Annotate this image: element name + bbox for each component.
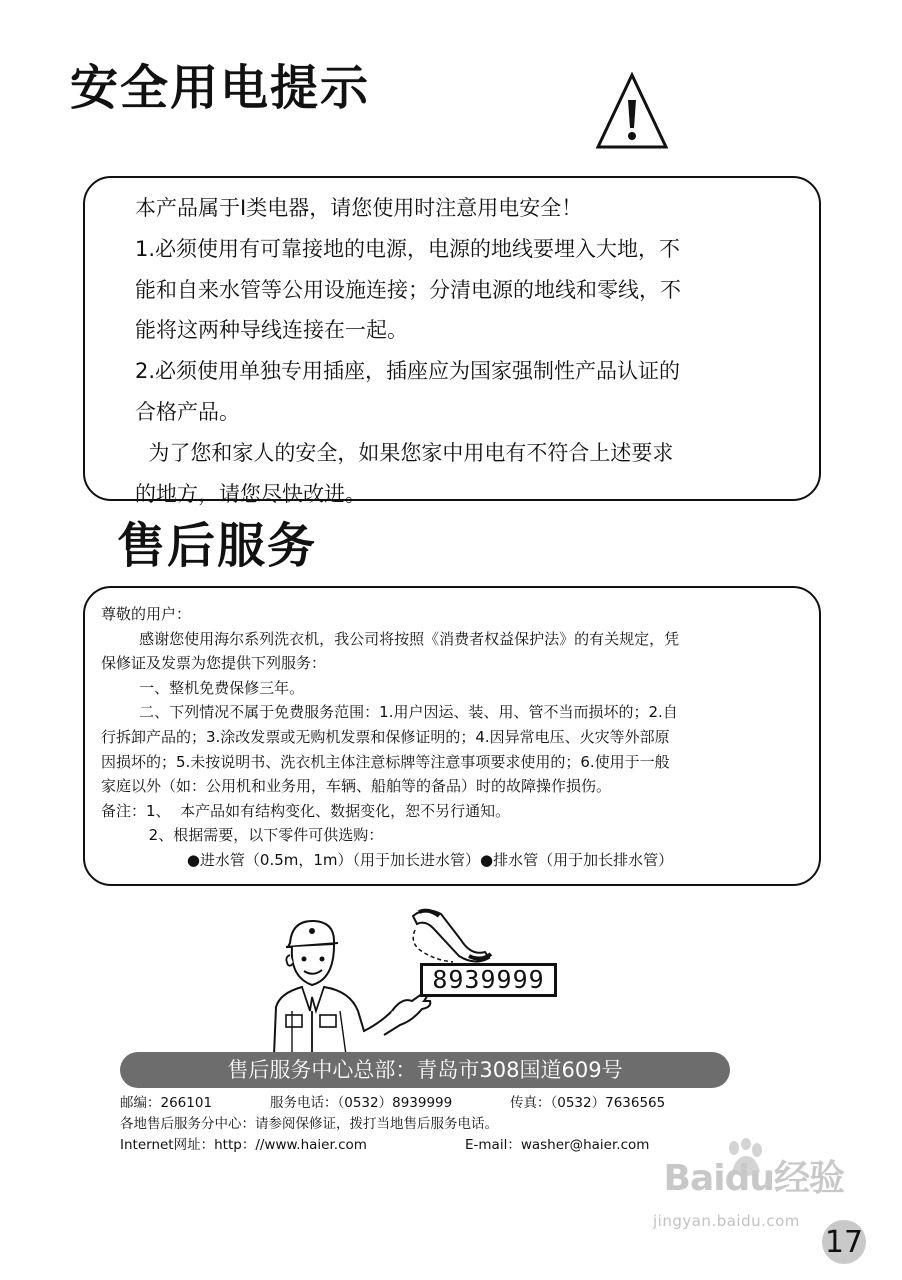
service-line: 家庭以外（如：公用机和业务用，车辆、船舶等的备品）时的故障操作损伤。 (101, 777, 612, 796)
safety-line: 合格产品。 (135, 399, 240, 424)
service-phone[interactable]: 服务电话：（0532）8939999 (270, 1095, 453, 1111)
fax-number: 传真：（0532）7636565 (510, 1095, 666, 1111)
safety-line: 为了您和家人的安全，如果您家中用电有不符合上述要求 (135, 440, 674, 465)
service-line: 因损坏的；5.未按说明书、洗衣机主体注意标牌等注意事项要求使用的；6.使用于一般 (101, 752, 670, 771)
safety-title: 安全用电提示 (70, 60, 371, 116)
safety-line: 能和自来水管等公用设施连接；分清电源的地线和零线，不 (135, 277, 681, 302)
safety-line: 的地方，请您尽快改进。 (135, 481, 366, 506)
page-number: 17 (822, 1220, 866, 1264)
telephone-icon (405, 906, 495, 964)
service-info-text (101, 602, 679, 873)
service-hq-banner: 售后服务中心总部：青岛市308国道609号 (120, 1052, 730, 1088)
warning-icon (595, 72, 669, 150)
watermark-url: jingyan.baidu.com (653, 1212, 800, 1230)
service-line: 一、整机免费保修三年。 (101, 678, 305, 697)
service-line: 二、下列情况不属于免费服务范围：1.用户因运、装、用、管不当而损坏的；2.自 (101, 703, 678, 722)
safety-notice-box (83, 176, 821, 506)
safety-line: 能将这两种导线连接在一起。 (135, 318, 408, 343)
safety-line: 2.必须使用单独专用插座，插座应为国家强制性产品认证的 (135, 359, 681, 384)
service-line: 感谢您使用海尔系列洗衣机，我公司将按照《消费者权益保护法》的有关规定，凭 (101, 629, 680, 648)
service-line: 备注：1、 本产品如有结构变化、数据变化，恕不另行通知。 (101, 801, 511, 820)
branch-note: 各地售后服务分中心：请参阅保修证，拨打当地售后服务电话。 (120, 1116, 498, 1132)
postal-code: 邮编：266101 (120, 1095, 213, 1111)
safety-line: 1.必须使用有可靠接地的电源，电源的地线要埋入大地，不 (135, 236, 681, 261)
service-info-box (83, 586, 821, 886)
phone-number-display: 8939999 (420, 963, 557, 997)
safety-line: 本产品属于I类电器，请您使用时注意用电安全！ (135, 196, 583, 220)
service-title: 售后服务 (117, 518, 318, 574)
service-line: 2、根据需要，以下零件可供选购： (101, 826, 384, 845)
website-link[interactable]: Internet网址：http：//www.haier.com (120, 1137, 367, 1153)
contact-info (120, 1093, 760, 1156)
email-link[interactable]: E-mail：washer@haier.com (465, 1137, 650, 1153)
service-line: 尊敬的用户： (101, 605, 192, 623)
service-line: 保修证及发票为您提供下列服务： (101, 654, 327, 673)
service-line: 行拆卸产品的；3.涂改发票或无购机发票和保修证明的；4.因异常电压、火灾等外部原 (101, 727, 670, 746)
safety-notice-text (135, 188, 681, 514)
service-line: ●进水管（0.5m，1m）（用于加长进水管）●排水管（用于加长排水管） (101, 850, 674, 869)
watermark-brand: Baidu经验 (663, 1158, 844, 1199)
